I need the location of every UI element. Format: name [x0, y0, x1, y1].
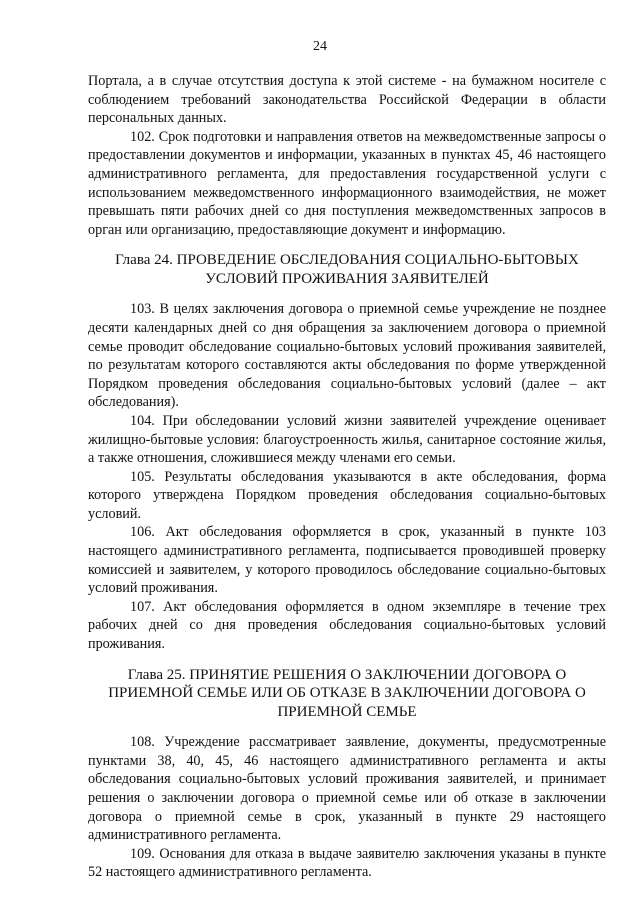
chapter-25-heading-line: ПРИЕМНОЙ СЕМЬЕ	[277, 703, 417, 720]
paragraph-102: 102. Срок подготовки и направления ответов на межведомственные запросы о предоставлении документов и информации, указанных в пунктах 45, 46 настоящего административного регламента, для предоставления государственной услуги с использованием межведомственного информационного взаимодействия, не может превышать пяти рабочих дней со дня поступления межведомственных запросов в орган или организацию, предоставляющие документ и информацию.	[88, 128, 606, 238]
paragraph-107: 107. Акт обследования оформляется в одном экземпляре в течение трех рабочих дней со дня проведения обследования социально-бытовых условий проживания.	[88, 598, 606, 653]
paragraph-106: 106. Акт обследования оформляется в срок, указанный в пункте 103 настоящего административного регламента, подписывается проводившей проверку комиссией и заявителем, у которого проводилось обследование социально-бытовых условий проживания.	[88, 524, 606, 597]
chapter-24-heading	[88, 251, 606, 288]
paragraph-108: 108. Учреждение рассматривает заявление, документы, предусмотренные пунктами 38, 40, 45, 46 настоящего административного регламента и акты обследования социально-бытовых условий проживания заявителей, и принимает решения о заключении договора о приемной семье или об отказе в заключении договора о приемной семье в срок, указанный в пункте 29 настоящего административного регламента.	[88, 734, 606, 844]
paragraph-105: 105. Результаты обследования указываются в акте обследования, форма которого утверждена Порядком проведения обследования социально-бытовых условий.	[88, 468, 606, 522]
chapter-25-heading-line: Глава 25. ПРИНЯТИЕ РЕШЕНИЯ О ЗАКЛЮЧЕНИИ ДОГОВОРА О	[127, 666, 567, 683]
chapter-24-heading-line: Глава 24. ПРОВЕДЕНИЕ ОБСЛЕДОВАНИЯ СОЦИАЛЬНО-БЫТОВЫХ	[115, 252, 579, 269]
paragraph-continuation: Портала, а в случае отсутствия доступа к этой системе - на бумажном носителе с соблюдением требований законодательства Российской Федерации в области персональных данных.	[88, 73, 606, 127]
paragraph-104: 104. При обследовании условий жизни заявителей учреждение оценивает жилищно-бытовые условия: благоустроенность жилья, санитарное состояние жилья, а также отношения, сложившиеся между членами его семьи.	[88, 412, 606, 467]
paragraph-103: 103. В целях заключения договора о приемной семье учреждение не позднее десяти календарных дней со дня обращения за заключением договора о приемной семье проводит обследование социально-бытовых условий проживания заявителей, по результатам которого составляются акты обследования по форме утвержденной Порядком проведения обследования социально-бытовых условий (далее – акт обследования).	[88, 301, 606, 411]
chapter-24-heading-line: УСЛОВИЙ ПРОЖИВАНИЯ ЗАЯВИТЕЛЕЙ	[205, 270, 489, 287]
document-body	[88, 72, 606, 882]
chapter-25-heading-line: ПРИЕМНОЙ СЕМЬЕ ИЛИ ОБ ОТКАЗЕ В ЗАКЛЮЧЕНИИ ДОГОВОРА О	[108, 685, 586, 702]
paragraph-109: 109. Основания для отказа в выдаче заявителю заключения указаны в пункте 52 настоящего административного регламента.	[88, 845, 606, 881]
page-number: 24	[313, 39, 327, 54]
chapter-25-heading	[88, 666, 606, 722]
